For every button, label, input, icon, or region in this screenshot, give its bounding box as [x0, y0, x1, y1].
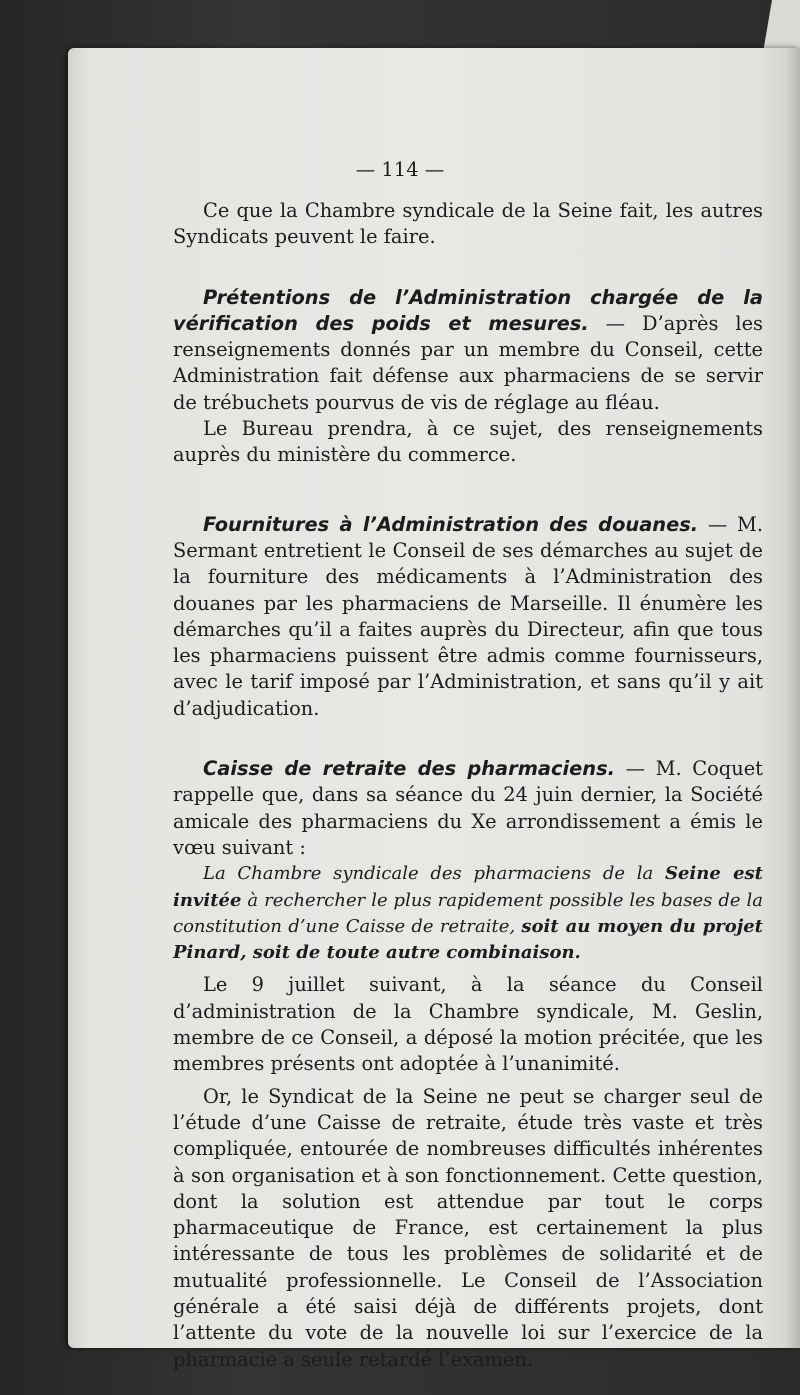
- section-heading-douanes: Fournitures à l’Administration des douanes.: [203, 512, 699, 536]
- paragraph-1: [173, 198, 763, 251]
- paragraph-geslin-text: Le 9 juillet suivant, à la séance du Conseil d’administration de la Chambre syndicale, M. Geslin, membre de ce Conseil, a déposé la motion précitée, que les membres présents ont adoptée à l’unanimité.: [173, 973, 763, 1076]
- spacer: [173, 469, 763, 512]
- quote-bold-2: soit au moyen du projet Pinard, soit de toute autre combinaison.: [173, 915, 763, 964]
- paragraph-syndicat-text: Or, le Syndicat de la Seine ne peut se charger seul de l’étude d’une Caisse de retraite, étude très vaste et très compliquée, entourée de nombreuses difficultés inhérentes à son organisation et à son fonctionnement. Cette question, dont la solution est attendue par tout le corps pharmaceutique de France, est certainement la plus intéressante de tous les problèmes de solidarité et de mutualité professionnelle. Le Conseil de l’Association générale a été saisi déjà de différents projets, dont l’attente du vote de la nouvelle loi sur l’exercice de la pharmacie a seule retardé l’examen.: [173, 1084, 763, 1371]
- paragraph-douanes-text: — M. Sermant entretient le Conseil de ses démarches au sujet de la fourniture des médicaments à l’Administration des douanes par les pharmaciens de Marseille. Il énumère les démarches qu’il a faites auprès du Directeur, afin que tous les pharmaciens puissent être admis comme fournisseurs, avec le tarif imposé par l’Administration, et sans qu’il y ait d’adjudication.: [173, 512, 763, 720]
- spacer: [173, 722, 763, 756]
- paragraph-1-text: Ce que la Chambre syndicale de la Seine fait, les autres Syndicats peuvent le faire.: [173, 199, 763, 249]
- paragraph-syndicat: [173, 1084, 763, 1373]
- paragraph-retraite: [173, 756, 763, 861]
- paragraph-poids-mesures-text: — D’après les renseignements donnés par un membre du Conseil, cette Administration fait défense aux pharmaciens de se servir de trébuchets pourvus de vis de réglage au fléau.: [173, 311, 764, 414]
- paragraph-geslin: [173, 972, 763, 1077]
- page-number: — 114 —: [355, 158, 445, 181]
- spacer: [173, 251, 763, 285]
- page-edge-shadow: [786, 48, 800, 1348]
- section-heading-poids-mesures: Prétentions de l’Administration chargée de la vérification des poids et mesures.: [173, 285, 763, 335]
- page-body: [173, 198, 763, 1373]
- paragraph-douanes: [173, 512, 763, 722]
- paragraph-bureau: [173, 416, 763, 469]
- quote-part-2: à rechercher le plus rapidement possible les bases de la constitution d’une Caisse de retraite,: [173, 889, 763, 937]
- paragraph-bureau-text: Le Bureau prendra, à ce sujet, des renseignements auprès du ministère du commerce.: [173, 417, 763, 467]
- quote-part-1: La Chambre syndicale des pharmaciens de la: [203, 863, 665, 885]
- quote-bold-1: Seine est invitée: [173, 863, 764, 911]
- paragraph-poids-mesures: [173, 285, 763, 416]
- section-heading-retraite: Caisse de retraite des pharmaciens.: [203, 757, 615, 781]
- paragraph-retraite-text: — M. Coquet rappelle que, dans sa séance du 24 juin dernier, la Société amicale des pharmaciens du Xe arrondissement a émis le vœu suivant :: [173, 757, 763, 859]
- resolution-quote: [173, 861, 763, 966]
